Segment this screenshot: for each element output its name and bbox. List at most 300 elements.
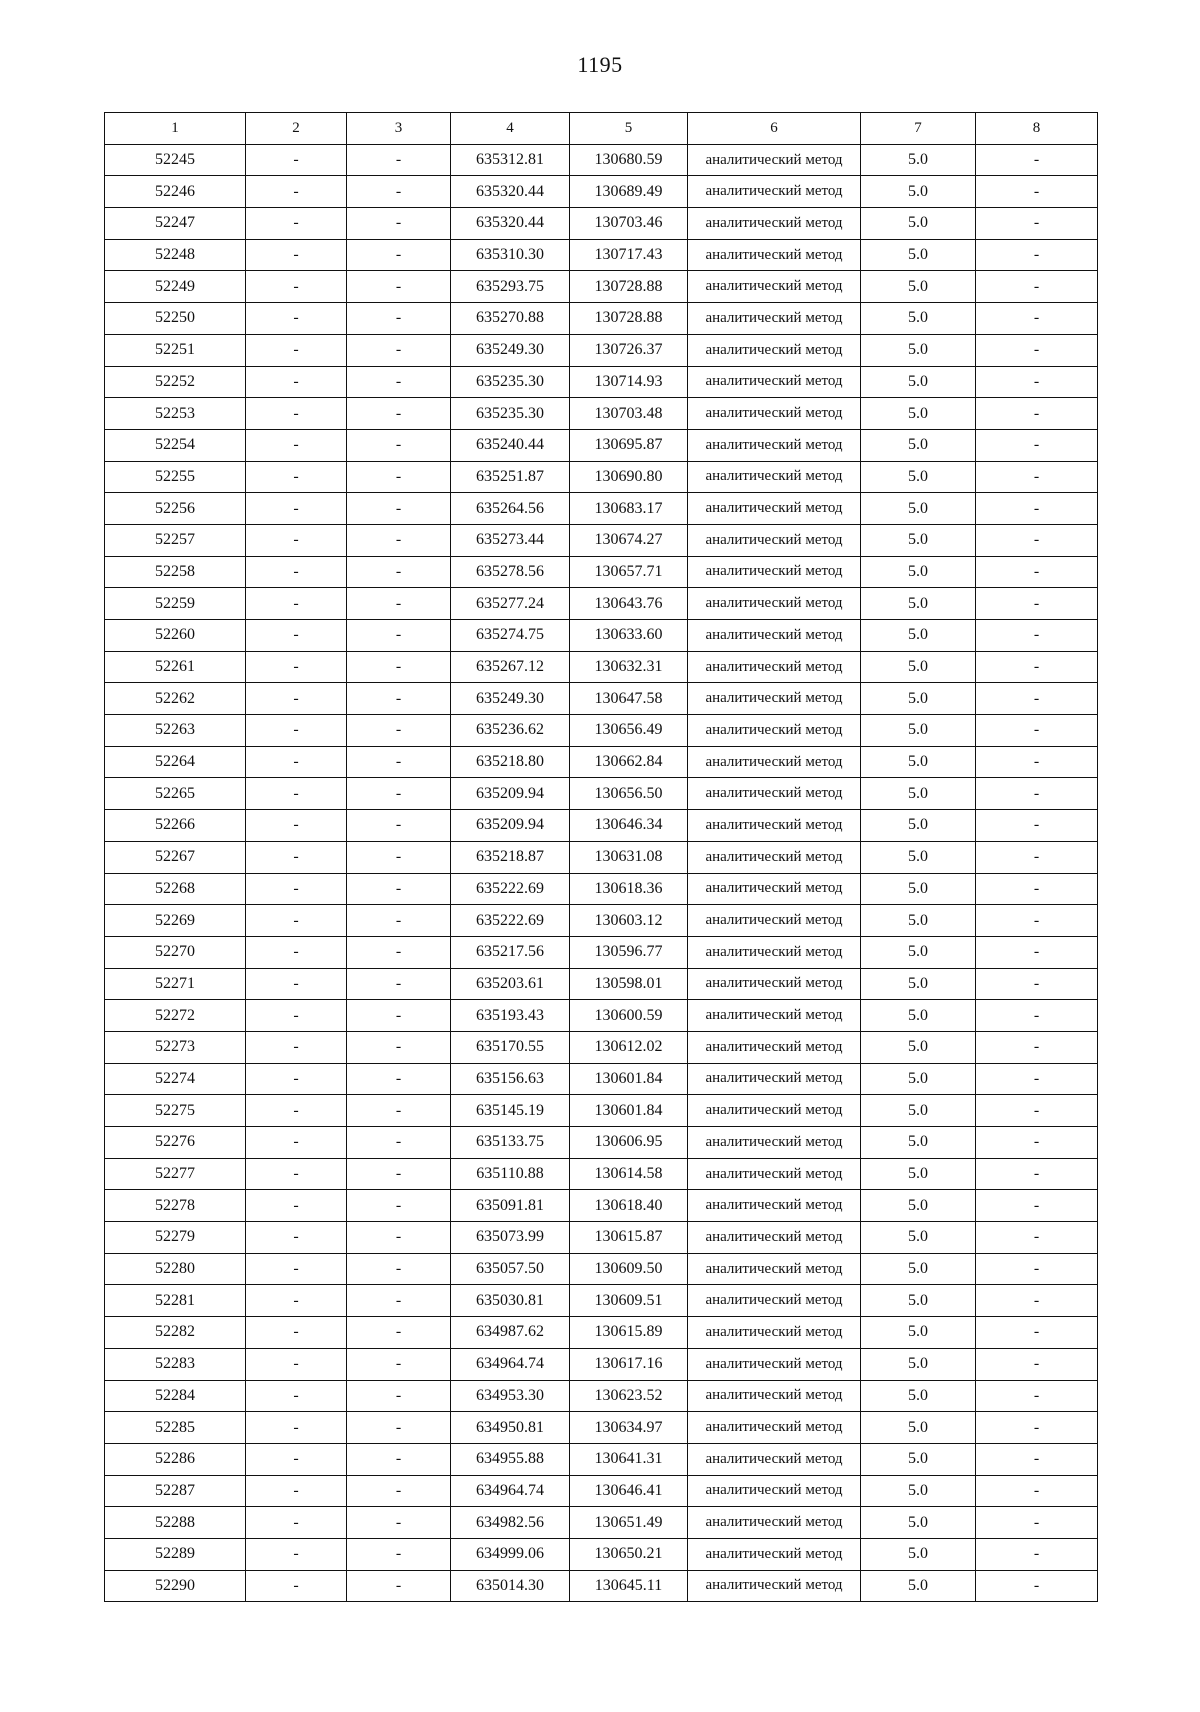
method-cell: аналитический метод xyxy=(688,208,861,240)
method-cell: аналитический метод xyxy=(688,1190,861,1222)
table-cell: - xyxy=(976,1443,1098,1475)
table-cell: 52267 xyxy=(105,841,246,873)
table-cell: 130634.97 xyxy=(570,1412,688,1444)
table-cell: - xyxy=(246,1443,347,1475)
table-cell: - xyxy=(347,1317,451,1349)
table-cell: 52252 xyxy=(105,366,246,398)
table-cell: 635235.30 xyxy=(451,398,570,430)
table-cell: - xyxy=(347,588,451,620)
table-cell: 130703.46 xyxy=(570,208,688,240)
table-cell: - xyxy=(976,588,1098,620)
table-cell: 635091.81 xyxy=(451,1190,570,1222)
table-cell: 52255 xyxy=(105,461,246,493)
table-cell: - xyxy=(976,1253,1098,1285)
table-cell: 52278 xyxy=(105,1190,246,1222)
table-cell: - xyxy=(976,334,1098,366)
table-row xyxy=(105,620,1098,652)
table-row xyxy=(105,176,1098,208)
table-cell: 635133.75 xyxy=(451,1127,570,1159)
table-cell: 635240.44 xyxy=(451,429,570,461)
table-cell: 130632.31 xyxy=(570,651,688,683)
table-cell: 130643.76 xyxy=(570,588,688,620)
table-cell: 130631.08 xyxy=(570,841,688,873)
table-cell: - xyxy=(976,176,1098,208)
table-cell: - xyxy=(246,778,347,810)
table-cell: 130662.84 xyxy=(570,746,688,778)
table-cell: - xyxy=(347,429,451,461)
table-cell: 130615.87 xyxy=(570,1222,688,1254)
table-cell: 5.0 xyxy=(861,1095,976,1127)
method-cell: аналитический метод xyxy=(688,1507,861,1539)
table-row xyxy=(105,493,1098,525)
table-cell: 52289 xyxy=(105,1538,246,1570)
method-cell: аналитический метод xyxy=(688,1475,861,1507)
table-row xyxy=(105,588,1098,620)
table-cell: 52280 xyxy=(105,1253,246,1285)
table-row xyxy=(105,239,1098,271)
method-cell: аналитический метод xyxy=(688,810,861,842)
method-cell: аналитический метод xyxy=(688,588,861,620)
table-cell: 5.0 xyxy=(861,810,976,842)
table-cell: 635267.12 xyxy=(451,651,570,683)
table-cell: 635277.24 xyxy=(451,588,570,620)
header-row xyxy=(105,113,1098,145)
method-cell: аналитический метод xyxy=(688,651,861,683)
table-cell: 52286 xyxy=(105,1443,246,1475)
table-cell: 52253 xyxy=(105,398,246,430)
table-cell: - xyxy=(246,715,347,747)
table-cell: 130703.48 xyxy=(570,398,688,430)
method-cell: аналитический метод xyxy=(688,746,861,778)
table-cell: - xyxy=(246,1380,347,1412)
table-cell: 635057.50 xyxy=(451,1253,570,1285)
method-cell: аналитический метод xyxy=(688,1443,861,1475)
table-cell: - xyxy=(246,524,347,556)
table-cell: 5.0 xyxy=(861,1158,976,1190)
table-cell: - xyxy=(347,1000,451,1032)
table-cell: - xyxy=(976,1222,1098,1254)
table-cell: 635222.69 xyxy=(451,905,570,937)
table-cell: 5.0 xyxy=(861,1222,976,1254)
table-cell: - xyxy=(246,873,347,905)
table-cell: - xyxy=(347,1538,451,1570)
table-cell: - xyxy=(246,1127,347,1159)
table-cell: 52268 xyxy=(105,873,246,905)
table-cell: - xyxy=(976,1063,1098,1095)
table-cell: - xyxy=(347,1222,451,1254)
table-cell: 52288 xyxy=(105,1507,246,1539)
table-cell: - xyxy=(976,1127,1098,1159)
table-cell: - xyxy=(976,1570,1098,1602)
table-cell: 5.0 xyxy=(861,176,976,208)
table-cell: - xyxy=(246,366,347,398)
table-cell: - xyxy=(246,556,347,588)
header-cell-6: 6 xyxy=(688,113,861,145)
table-cell: 130618.40 xyxy=(570,1190,688,1222)
table-row xyxy=(105,1127,1098,1159)
table-cell: 5.0 xyxy=(861,366,976,398)
table-cell: 130728.88 xyxy=(570,303,688,335)
table-cell: - xyxy=(246,1570,347,1602)
table-cell: - xyxy=(976,1317,1098,1349)
table-cell: 5.0 xyxy=(861,271,976,303)
header-cell-7: 7 xyxy=(861,113,976,145)
table-cell: - xyxy=(246,1000,347,1032)
table-cell: - xyxy=(347,620,451,652)
table-cell: 52274 xyxy=(105,1063,246,1095)
table-row xyxy=(105,1538,1098,1570)
table-cell: - xyxy=(347,271,451,303)
table-cell: 5.0 xyxy=(861,1412,976,1444)
table-row xyxy=(105,461,1098,493)
table-cell: 634999.06 xyxy=(451,1538,570,1570)
table-cell: 52245 xyxy=(105,144,246,176)
table-cell: - xyxy=(246,144,347,176)
table-cell: - xyxy=(246,398,347,430)
table-cell: - xyxy=(347,1158,451,1190)
table-cell: 5.0 xyxy=(861,841,976,873)
table-cell: - xyxy=(246,1412,347,1444)
table-cell: 5.0 xyxy=(861,239,976,271)
table-cell: 635014.30 xyxy=(451,1570,570,1602)
table-cell: 52265 xyxy=(105,778,246,810)
table-cell: 5.0 xyxy=(861,1507,976,1539)
table-cell: 130656.49 xyxy=(570,715,688,747)
table-cell: 52285 xyxy=(105,1412,246,1444)
table-cell: 5.0 xyxy=(861,936,976,968)
table-cell: 5.0 xyxy=(861,398,976,430)
table-cell: 130714.93 xyxy=(570,366,688,398)
table-cell: 130674.27 xyxy=(570,524,688,556)
table-cell: - xyxy=(246,1222,347,1254)
table-cell: - xyxy=(246,429,347,461)
table-row xyxy=(105,936,1098,968)
table-cell: - xyxy=(976,1507,1098,1539)
table-cell: - xyxy=(976,746,1098,778)
table-cell: - xyxy=(976,239,1098,271)
table-cell: - xyxy=(246,588,347,620)
method-cell: аналитический метод xyxy=(688,683,861,715)
table-cell: 52290 xyxy=(105,1570,246,1602)
table-cell: 635156.63 xyxy=(451,1063,570,1095)
table-cell: - xyxy=(976,1158,1098,1190)
table-cell: 52251 xyxy=(105,334,246,366)
table-cell: - xyxy=(246,176,347,208)
table-cell: - xyxy=(246,461,347,493)
table-cell: 130600.59 xyxy=(570,1000,688,1032)
table-cell: 635270.88 xyxy=(451,303,570,335)
method-cell: аналитический метод xyxy=(688,1538,861,1570)
table-cell: 5.0 xyxy=(861,524,976,556)
table-cell: - xyxy=(347,1063,451,1095)
table-cell: 130609.51 xyxy=(570,1285,688,1317)
table-cell: 52258 xyxy=(105,556,246,588)
table-cell: 5.0 xyxy=(861,1285,976,1317)
table-cell: 634953.30 xyxy=(451,1380,570,1412)
method-cell: аналитический метод xyxy=(688,1317,861,1349)
table-cell: 52262 xyxy=(105,683,246,715)
table-cell: 5.0 xyxy=(861,1253,976,1285)
table-cell: - xyxy=(246,746,347,778)
table-cell: - xyxy=(347,651,451,683)
method-cell: аналитический метод xyxy=(688,1031,861,1063)
table-cell: 52256 xyxy=(105,493,246,525)
table-cell: - xyxy=(976,1348,1098,1380)
table-cell: - xyxy=(347,1190,451,1222)
table-cell: - xyxy=(246,208,347,240)
table-cell: 130645.11 xyxy=(570,1570,688,1602)
table-cell: 5.0 xyxy=(861,144,976,176)
table-cell: - xyxy=(246,1063,347,1095)
method-cell: аналитический метод xyxy=(688,1095,861,1127)
table-row xyxy=(105,1158,1098,1190)
table-cell: - xyxy=(246,1253,347,1285)
table-row xyxy=(105,810,1098,842)
method-cell: аналитический метод xyxy=(688,1158,861,1190)
table-row xyxy=(105,715,1098,747)
table-cell: 635320.44 xyxy=(451,176,570,208)
table-cell: - xyxy=(246,1348,347,1380)
table-cell: 635218.87 xyxy=(451,841,570,873)
table-cell: - xyxy=(976,841,1098,873)
table-cell: 5.0 xyxy=(861,429,976,461)
table-row xyxy=(105,556,1098,588)
table-cell: 634964.74 xyxy=(451,1475,570,1507)
table-cell: - xyxy=(976,524,1098,556)
table-cell: 5.0 xyxy=(861,1000,976,1032)
table-cell: - xyxy=(246,810,347,842)
table-cell: 52260 xyxy=(105,620,246,652)
method-cell: аналитический метод xyxy=(688,1285,861,1317)
table-cell: - xyxy=(246,1285,347,1317)
table-cell: - xyxy=(347,1412,451,1444)
method-cell: аналитический метод xyxy=(688,1348,861,1380)
table-row xyxy=(105,144,1098,176)
table-row xyxy=(105,1222,1098,1254)
table-cell: 130614.58 xyxy=(570,1158,688,1190)
table-cell: - xyxy=(976,905,1098,937)
table-cell: 635073.99 xyxy=(451,1222,570,1254)
table-cell: 5.0 xyxy=(861,620,976,652)
table-cell: 130606.95 xyxy=(570,1127,688,1159)
table-cell: 634950.81 xyxy=(451,1412,570,1444)
table-cell: - xyxy=(246,651,347,683)
table-cell: 130717.43 xyxy=(570,239,688,271)
table-cell: 634987.62 xyxy=(451,1317,570,1349)
table-cell: - xyxy=(347,810,451,842)
table-cell: 130598.01 xyxy=(570,968,688,1000)
table-cell: 130612.02 xyxy=(570,1031,688,1063)
method-cell: аналитический метод xyxy=(688,620,861,652)
table-cell: - xyxy=(976,461,1098,493)
table-cell: - xyxy=(976,271,1098,303)
table-cell: 635273.44 xyxy=(451,524,570,556)
table-cell: - xyxy=(976,620,1098,652)
table-row xyxy=(105,1443,1098,1475)
table-cell: - xyxy=(347,303,451,335)
method-cell: аналитический метод xyxy=(688,1253,861,1285)
table-cell: - xyxy=(347,1443,451,1475)
table-cell: - xyxy=(246,239,347,271)
table-cell: 5.0 xyxy=(861,1348,976,1380)
header-cell-3: 3 xyxy=(347,113,451,145)
table-cell: - xyxy=(347,144,451,176)
table-row xyxy=(105,1095,1098,1127)
table-cell: 635249.30 xyxy=(451,683,570,715)
table-row xyxy=(105,683,1098,715)
method-cell: аналитический метод xyxy=(688,429,861,461)
table-cell: 635218.80 xyxy=(451,746,570,778)
table-cell: 5.0 xyxy=(861,1570,976,1602)
table-cell: - xyxy=(347,873,451,905)
table-cell: 130615.89 xyxy=(570,1317,688,1349)
table-row xyxy=(105,746,1098,778)
table-cell: 5.0 xyxy=(861,1317,976,1349)
table-cell: 52254 xyxy=(105,429,246,461)
table-cell: 130617.16 xyxy=(570,1348,688,1380)
table-cell: - xyxy=(976,873,1098,905)
table-cell: 5.0 xyxy=(861,493,976,525)
table-cell: 52279 xyxy=(105,1222,246,1254)
table-cell: - xyxy=(246,493,347,525)
table-cell: 52266 xyxy=(105,810,246,842)
table-cell: 130689.49 xyxy=(570,176,688,208)
method-cell: аналитический метод xyxy=(688,873,861,905)
table-cell: 52282 xyxy=(105,1317,246,1349)
table-cell: - xyxy=(976,1475,1098,1507)
table-cell: 634955.88 xyxy=(451,1443,570,1475)
table-cell: 130726.37 xyxy=(570,334,688,366)
table-row xyxy=(105,398,1098,430)
table-cell: - xyxy=(347,524,451,556)
table-cell: 635249.30 xyxy=(451,334,570,366)
method-cell: аналитический метод xyxy=(688,905,861,937)
table-row xyxy=(105,651,1098,683)
method-cell: аналитический метод xyxy=(688,841,861,873)
table-cell: 635145.19 xyxy=(451,1095,570,1127)
table-row xyxy=(105,1285,1098,1317)
method-cell: аналитический метод xyxy=(688,1570,861,1602)
table-cell: - xyxy=(976,303,1098,335)
table-cell: 635209.94 xyxy=(451,778,570,810)
table-cell: - xyxy=(347,1285,451,1317)
method-cell: аналитический метод xyxy=(688,398,861,430)
table-cell: 130656.50 xyxy=(570,778,688,810)
table-cell: 635193.43 xyxy=(451,1000,570,1032)
table-cell: - xyxy=(976,715,1098,747)
table-row xyxy=(105,1348,1098,1380)
table-cell: 5.0 xyxy=(861,334,976,366)
table-cell: - xyxy=(347,1380,451,1412)
header-cell-4: 4 xyxy=(451,113,570,145)
table-cell: 5.0 xyxy=(861,588,976,620)
header-cell-2: 2 xyxy=(246,113,347,145)
table-cell: - xyxy=(976,651,1098,683)
table-cell: 52250 xyxy=(105,303,246,335)
table-cell: 130690.80 xyxy=(570,461,688,493)
table-cell: - xyxy=(976,1380,1098,1412)
table-row xyxy=(105,1253,1098,1285)
table-cell: - xyxy=(976,1000,1098,1032)
table-row xyxy=(105,334,1098,366)
table-row xyxy=(105,1380,1098,1412)
table-cell: - xyxy=(347,841,451,873)
table-cell: 5.0 xyxy=(861,1380,976,1412)
table-cell: 52247 xyxy=(105,208,246,240)
method-cell: аналитический метод xyxy=(688,778,861,810)
table-cell: 5.0 xyxy=(861,746,976,778)
table-cell: - xyxy=(976,1285,1098,1317)
table-cell: 130633.60 xyxy=(570,620,688,652)
method-cell: аналитический метод xyxy=(688,1222,861,1254)
table-cell: - xyxy=(246,620,347,652)
table-row xyxy=(105,1000,1098,1032)
table-cell: - xyxy=(347,683,451,715)
table-cell: 130601.84 xyxy=(570,1095,688,1127)
table-cell: - xyxy=(246,1190,347,1222)
method-cell: аналитический метод xyxy=(688,239,861,271)
table-cell: 52283 xyxy=(105,1348,246,1380)
table-row xyxy=(105,271,1098,303)
table-cell: 635170.55 xyxy=(451,1031,570,1063)
table-cell: - xyxy=(246,1507,347,1539)
method-cell: аналитический метод xyxy=(688,144,861,176)
table-cell: 634964.74 xyxy=(451,1348,570,1380)
table-cell: 52273 xyxy=(105,1031,246,1063)
table-cell: 635222.69 xyxy=(451,873,570,905)
table-cell: 5.0 xyxy=(861,1031,976,1063)
table-cell: - xyxy=(246,841,347,873)
table-row xyxy=(105,366,1098,398)
method-cell: аналитический метод xyxy=(688,303,861,335)
table-cell: - xyxy=(347,1348,451,1380)
table-cell: 52264 xyxy=(105,746,246,778)
table-cell: - xyxy=(347,1475,451,1507)
method-cell: аналитический метод xyxy=(688,1000,861,1032)
table-cell: - xyxy=(347,746,451,778)
table-cell: 130680.59 xyxy=(570,144,688,176)
table-cell: - xyxy=(976,398,1098,430)
method-cell: аналитический метод xyxy=(688,334,861,366)
table-cell: 52276 xyxy=(105,1127,246,1159)
table-cell: - xyxy=(246,683,347,715)
method-cell: аналитический метод xyxy=(688,1412,861,1444)
table-cell: 5.0 xyxy=(861,651,976,683)
table-cell: 52281 xyxy=(105,1285,246,1317)
table-cell: - xyxy=(976,429,1098,461)
method-cell: аналитический метод xyxy=(688,271,861,303)
table-cell: - xyxy=(976,778,1098,810)
table-cell: 635203.61 xyxy=(451,968,570,1000)
table-cell: - xyxy=(246,905,347,937)
table-cell: 130651.49 xyxy=(570,1507,688,1539)
table-row xyxy=(105,1031,1098,1063)
table-cell: - xyxy=(246,1095,347,1127)
table-cell: 130623.52 xyxy=(570,1380,688,1412)
table-cell: 52259 xyxy=(105,588,246,620)
table-row xyxy=(105,1412,1098,1444)
table-cell: - xyxy=(246,334,347,366)
table-cell: - xyxy=(976,556,1098,588)
table-cell: - xyxy=(246,1538,347,1570)
table-cell: - xyxy=(347,905,451,937)
table-cell: - xyxy=(976,493,1098,525)
table-cell: 130618.36 xyxy=(570,873,688,905)
method-cell: аналитический метод xyxy=(688,936,861,968)
table-cell: 635274.75 xyxy=(451,620,570,652)
table-cell: 52287 xyxy=(105,1475,246,1507)
table-cell: - xyxy=(347,493,451,525)
